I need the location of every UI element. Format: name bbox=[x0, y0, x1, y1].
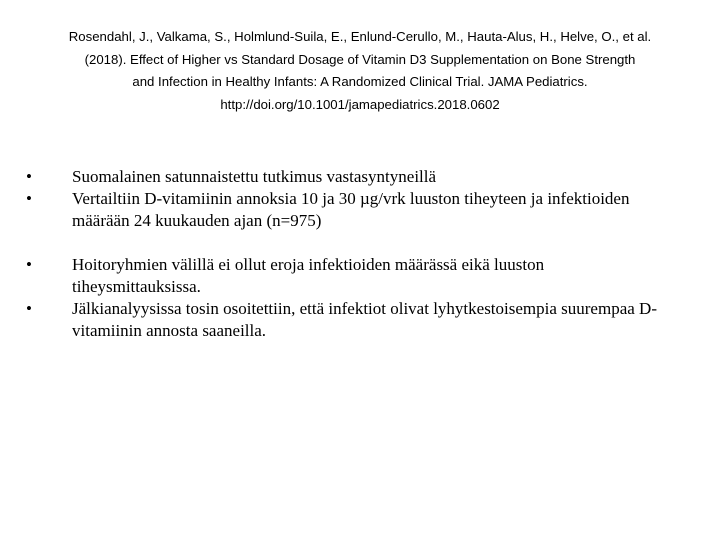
citation-reference bbox=[0, 26, 720, 116]
bullet-icon: • bbox=[26, 255, 32, 274]
list-item bbox=[26, 298, 666, 342]
citation-line: (2018). Effect of Higher vs Standard Dosage of Vitamin D3 Supplementation on Bone Strength bbox=[84, 51, 636, 67]
bullet-text: Jälkianalyysissa tosin osoitettiin, että infektiot olivat lyhytkestoisempia suurempaa D-vitamiinin annosta saaneilla. bbox=[72, 299, 657, 340]
bullet-text: Suomalainen satunnaistettu tutkimus vastasyntyneillä bbox=[72, 167, 437, 186]
citation-line: Rosendahl, J., Valkama, S., Holmlund-Suila, E., Enlund-Cerullo, M., Hauta-Alus, H., Helve, O., et al. bbox=[68, 29, 652, 44]
bullet-text: Hoitoryhmien välillä ei ollut eroja infektioiden määrässä eikä luuston tiheysmittauksissa. bbox=[72, 255, 545, 296]
bullet-icon: • bbox=[26, 299, 32, 318]
bullet-icon: • bbox=[26, 167, 32, 186]
citation-line: and Infection in Healthy Infants: A Randomized Clinical Trial. JAMA Pediatrics. bbox=[132, 74, 588, 89]
list-item bbox=[26, 188, 666, 232]
bullet-text: Vertailtiin D-vitamiinin annoksia 10 ja 30 µg/vrk luuston tiheyteen ja infektioiden määrään 24 kuukauden ajan (n=975) bbox=[72, 189, 630, 230]
bullet-list-results bbox=[26, 254, 666, 342]
list-item bbox=[26, 166, 666, 188]
bullet-list-study-design bbox=[26, 166, 666, 232]
list-item bbox=[26, 254, 666, 298]
bullet-icon: • bbox=[26, 189, 32, 208]
citation-doi-link[interactable]: http://doi.org/10.1001/jamapediatrics.2018.0602 bbox=[220, 96, 500, 112]
